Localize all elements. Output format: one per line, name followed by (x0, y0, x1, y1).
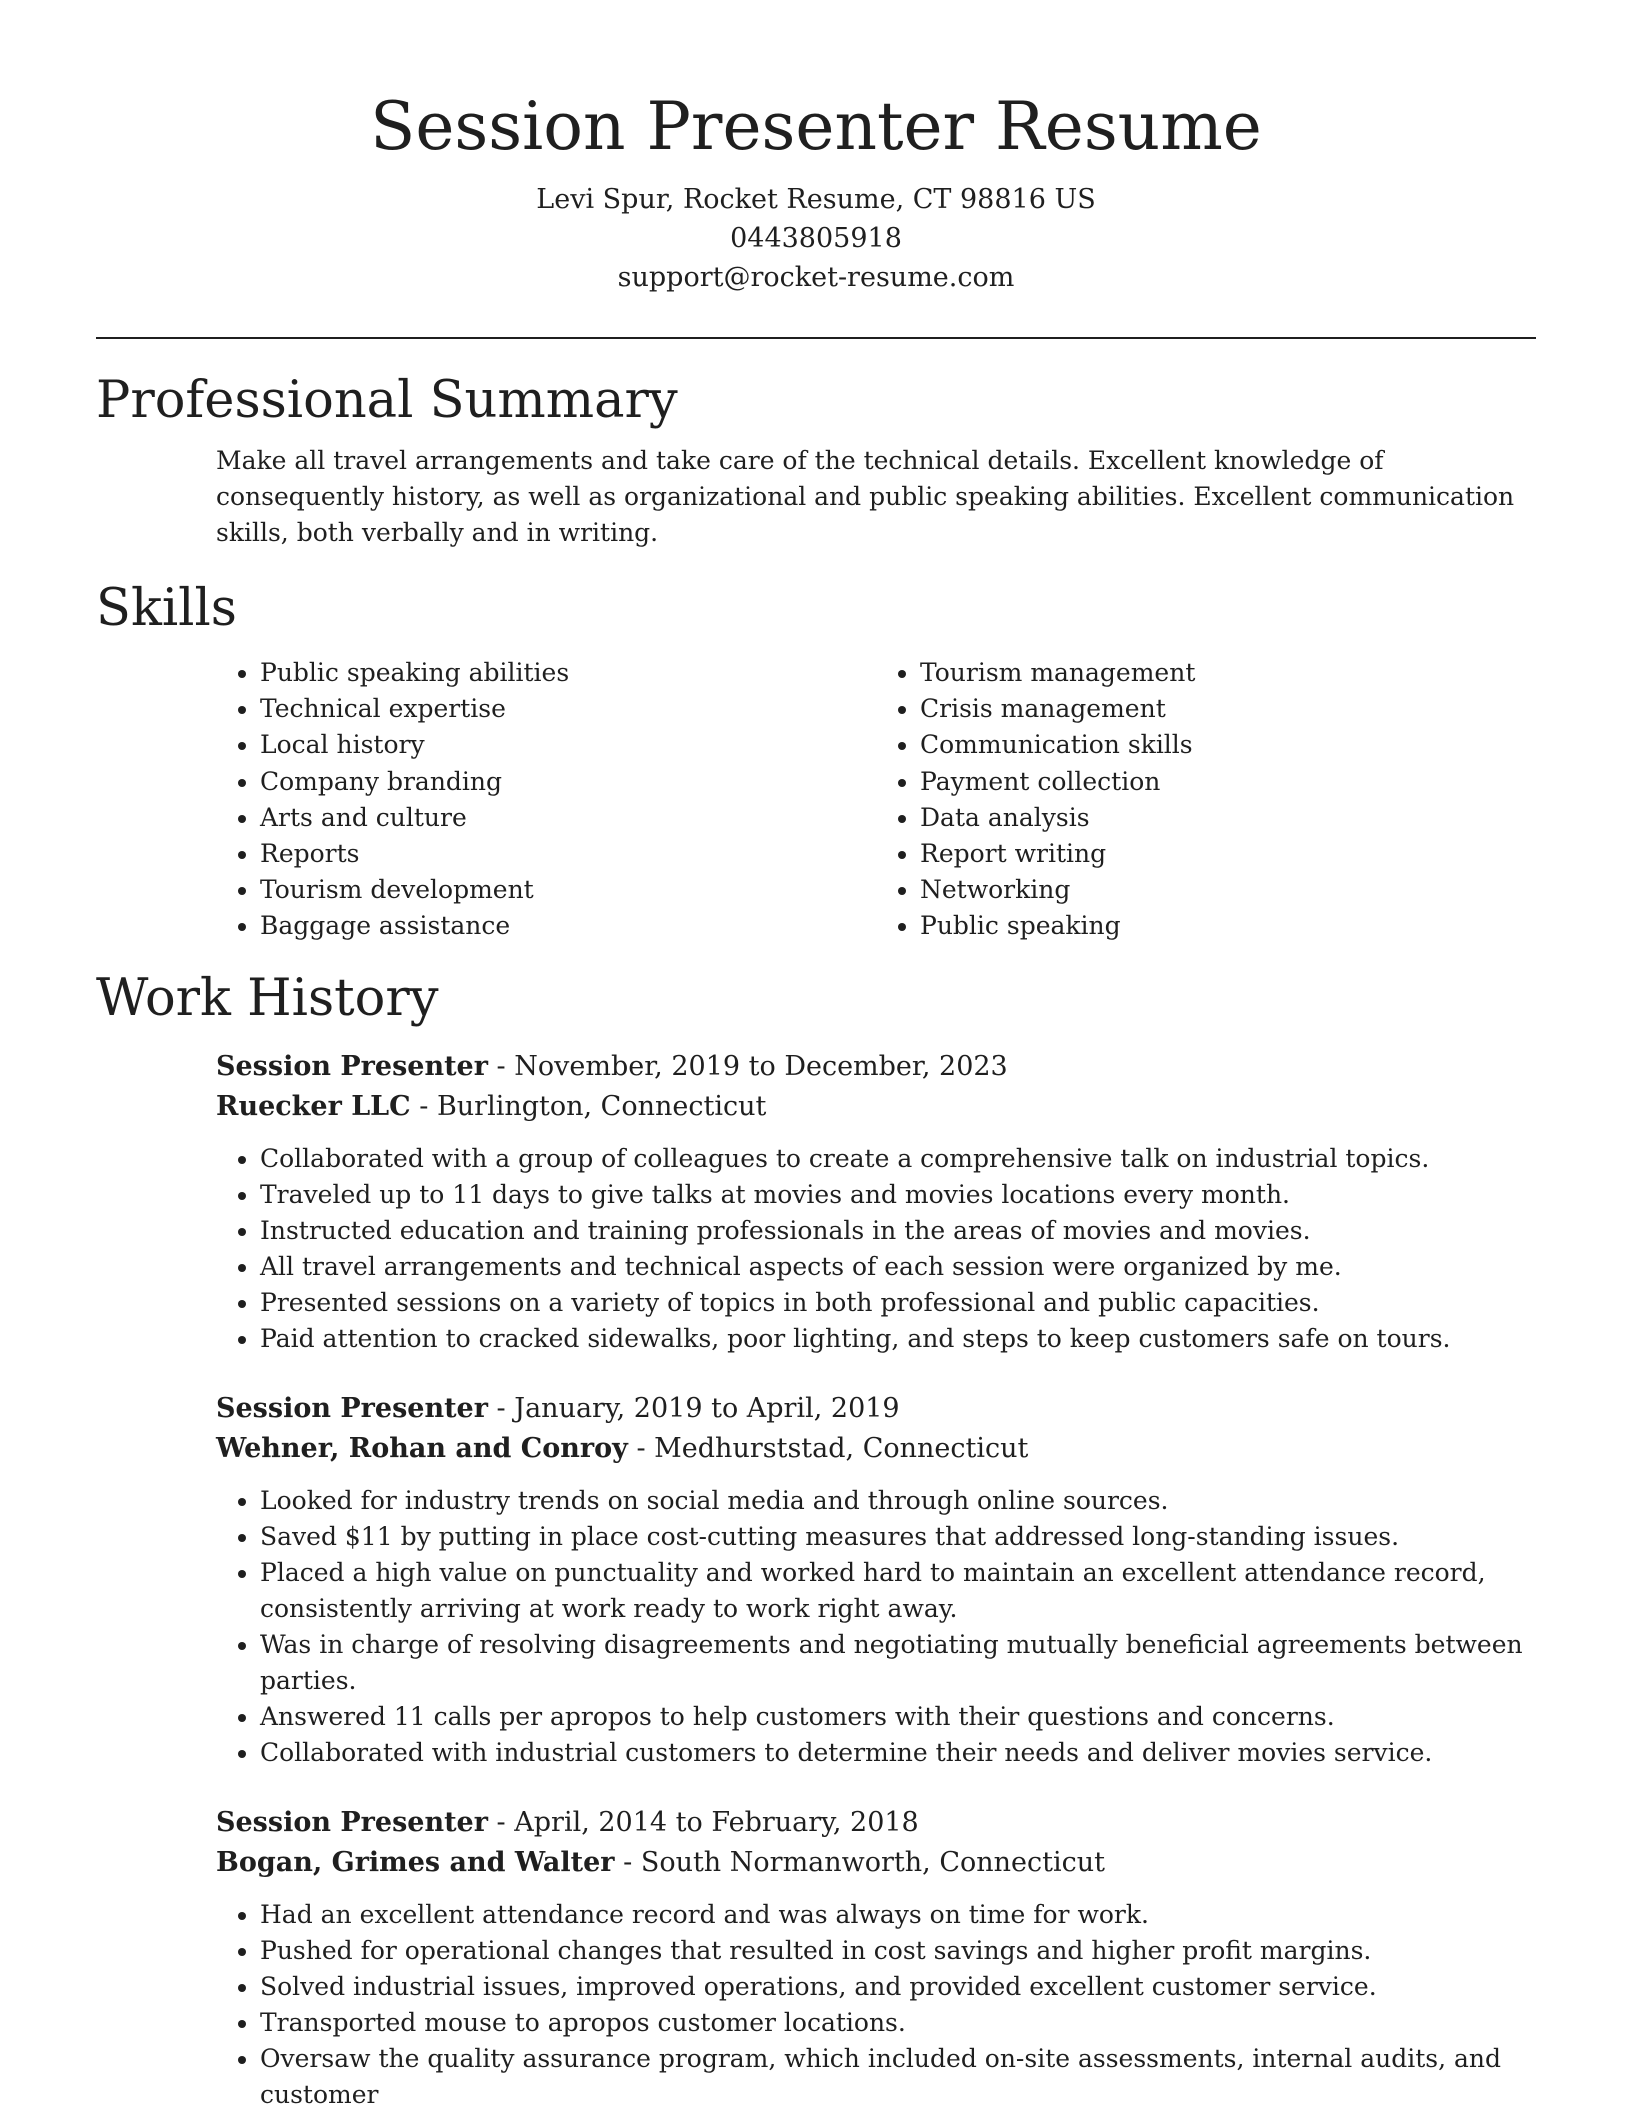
contact-address: Levi Spur, Rocket Resume, CT 98816 US (536, 184, 1096, 215)
job-title: Session Presenter (216, 1050, 488, 1082)
skills-list-right (876, 655, 1536, 945)
job-duties-list (216, 1483, 1536, 1771)
job-dates: - April, 2014 to February, 2018 (487, 1806, 919, 1838)
job-duty: • Paid attention to cracked sidewalks, poor lighting, and steps to keep customers safe on tours. (260, 1321, 1536, 1357)
job-duty: • Presented sessions on a variety of topics in both professional and public capacities. (260, 1285, 1536, 1321)
job-company: Bogan, Grimes and Walter (216, 1846, 615, 1878)
job-entry (216, 1389, 1536, 1771)
job-duty: • Solved industrial issues, improved operations, and provided excellent customer service. (260, 1969, 1536, 2005)
work-history-heading: Work History (96, 968, 439, 1028)
contact-email: support@rocket-resume.com (617, 262, 1015, 293)
job-duty: • All travel arrangements and technical aspects of each session were organized by me. (260, 1249, 1536, 1285)
skill-item: • Company branding (260, 764, 876, 800)
skill-item: • Communication skills (920, 727, 1536, 763)
summary-text: Make all travel arrangements and take care of the technical details. Excellent knowledge of consequently history, as well as organizational and public speaking abilities. Excellent communication skills, both verbally and in writing. (216, 446, 1515, 547)
job-title: Session Presenter (216, 1392, 488, 1424)
skill-item: • Networking (920, 872, 1536, 908)
job-dates: - January, 2019 to April, 2019 (487, 1392, 900, 1424)
contact-phone: 0443805918 (730, 223, 902, 254)
skill-item: • Reports (260, 836, 876, 872)
skill-item: • Payment collection (920, 764, 1536, 800)
job-title-line (216, 1047, 1536, 1087)
job-title-line (216, 1803, 1536, 1843)
job-duty: • Pushed for operational changes that resulted in cost savings and higher profit margins. (260, 1933, 1536, 1969)
job-company-line (216, 1087, 1536, 1127)
job-duty: • Looked for industry trends on social media and through online sources. (260, 1483, 1536, 1519)
job-duty: • Oversaw the quality assurance program, which included on-site assessments, internal audits, and customer (260, 2041, 1536, 2112)
job-duty: • Saved $11 by putting in place cost-cutting measures that addressed long-standing issues. (260, 1519, 1536, 1555)
skill-item: • Report writing (920, 836, 1536, 872)
skill-item: • Data analysis (920, 800, 1536, 836)
skills-heading: Skills (96, 579, 237, 638)
job-location: - South Normanworth, Connecticut (614, 1846, 1105, 1878)
summary-heading: Professional Summary (96, 371, 678, 430)
job-entry (216, 1803, 1536, 2112)
skill-item: • Public speaking abilities (260, 655, 876, 691)
skill-item: • Baggage assistance (260, 908, 876, 944)
skill-item: • Tourism management (920, 655, 1536, 691)
contact-block (96, 180, 1536, 297)
job-title: Session Presenter (216, 1806, 488, 1838)
job-entry (216, 1047, 1536, 1357)
header-divider (96, 337, 1536, 339)
job-duty: • Transported mouse to apropos customer locations. (260, 2005, 1536, 2041)
job-duties-list (216, 1897, 1536, 2112)
job-duty: • Had an excellent attendance record and was always on time for work. (260, 1897, 1536, 1933)
job-duty: • Was in charge of resolving disagreements and negotiating mutually beneficial agreements between parties. (260, 1627, 1536, 1699)
job-duty: • Instructed education and training professionals in the areas of movies and movies. (260, 1213, 1536, 1249)
skill-item: • Arts and culture (260, 800, 876, 836)
job-location: - Burlington, Connecticut (410, 1090, 767, 1122)
skill-item: • Technical expertise (260, 691, 876, 727)
job-duty: • Traveled up to 11 days to give talks at movies and movies locations every month. (260, 1177, 1536, 1213)
job-duty: • Answered 11 calls per apropos to help customers with their questions and concerns. (260, 1699, 1536, 1735)
job-company: Wehner, Rohan and Conroy (216, 1432, 628, 1464)
skills-list-left (216, 655, 876, 945)
skill-item: • Public speaking (920, 908, 1536, 944)
job-duty: • Collaborated with industrial customers to determine their needs and deliver movies service. (260, 1735, 1536, 1771)
job-company: Ruecker LLC (216, 1090, 411, 1122)
resume-title: Session Presenter Resume (370, 88, 1262, 165)
skill-item: • Local history (260, 727, 876, 763)
job-duties-list (216, 1141, 1536, 1357)
resume-header (96, 0, 1536, 297)
skills-grid (216, 655, 1536, 945)
job-title-line (216, 1389, 1536, 1429)
skill-item: • Crisis management (920, 691, 1536, 727)
skill-item: • Tourism development (260, 872, 876, 908)
job-company-line (216, 1429, 1536, 1469)
job-duty: • Collaborated with a group of colleagues to create a comprehensive talk on industrial topics. (260, 1141, 1536, 1177)
job-duty: • Placed a high value on punctuality and worked hard to maintain an excellent attendance record, consistently arriving at work ready to work right away. (260, 1555, 1536, 1627)
job-dates: - November, 2019 to December, 2023 (487, 1050, 1008, 1082)
job-location: - Medhurststad, Connecticut (627, 1432, 1029, 1464)
job-company-line (216, 1843, 1536, 1883)
